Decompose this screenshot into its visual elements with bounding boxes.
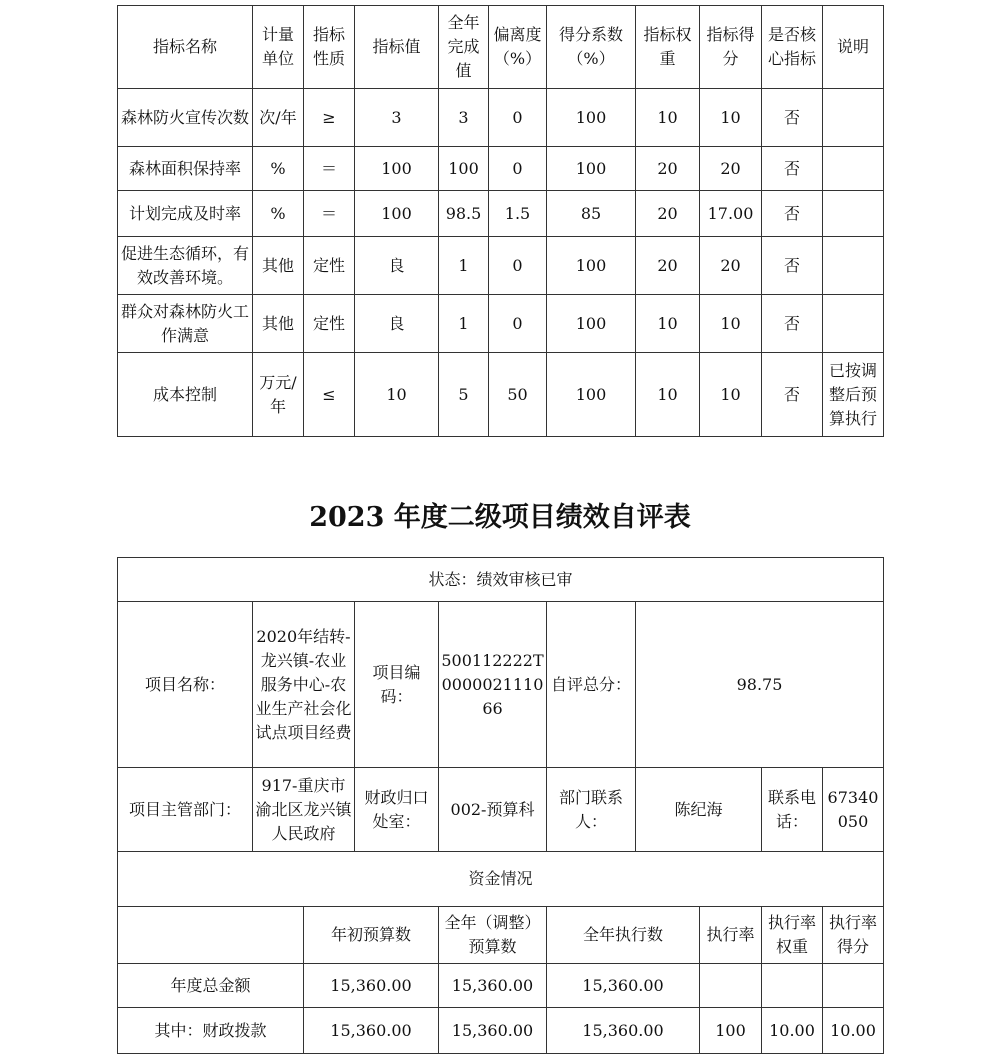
table-cell: 20 [636,191,700,237]
table-cell: 15,360.00 [547,1008,700,1054]
finance-office-label: 财政归口处室： [355,768,439,852]
department-row [118,768,884,852]
table-cell: 50 [489,353,547,437]
table-cell: 计划完成及时率 [118,191,253,237]
table-cell: 良 [355,237,439,295]
table-cell: 促进生态循环，有效改善环境。 [118,237,253,295]
table-cell: 100 [355,191,439,237]
table-cell: 10 [636,295,700,353]
indicator-header-row [118,6,884,89]
self-score-label: 自评总分： [547,602,636,768]
table-cell: 否 [762,353,823,437]
table-cell: 1 [439,295,489,353]
table-cell [823,964,884,1008]
table-cell: 10 [355,353,439,437]
table-cell [762,964,823,1008]
header-cell: 指标得分 [700,6,762,89]
header-cell: 偏离度（%） [489,6,547,89]
table-cell: 森林面积保持率 [118,147,253,191]
table-cell: 15,360.00 [304,1008,439,1054]
status-text: 状态：绩效审核已审 [118,558,884,602]
header-cell: 指标性质 [304,6,355,89]
project-name-label: 项目名称： [118,602,253,768]
table-row [118,295,884,353]
table-cell: 年度总金额 [118,964,304,1008]
table-cell: 10 [636,89,700,147]
table-cell: 否 [762,89,823,147]
table-row [118,964,884,1008]
table-cell: 0 [489,89,547,147]
table-cell: % [253,191,304,237]
evaluation-table [117,557,884,1054]
table-row [118,237,884,295]
table-cell: ＝ [304,147,355,191]
table-row [118,353,884,437]
table-cell: 0 [489,147,547,191]
table-row [118,191,884,237]
table-cell: 良 [355,295,439,353]
table-cell: 10 [700,89,762,147]
table-cell [823,147,884,191]
header-cell: 指标权重 [636,6,700,89]
table-cell [823,295,884,353]
table-cell: 100 [547,237,636,295]
table-cell: 10 [700,353,762,437]
table-cell: 10 [700,295,762,353]
table-cell: 成本控制 [118,353,253,437]
table-row [118,1008,884,1054]
table-cell: 已按调整后预算执行 [823,353,884,437]
finance-office-value: 002-预算科 [439,768,547,852]
table-cell: 群众对森林防火工作满意 [118,295,253,353]
dept-value: 917-重庆市渝北区龙兴镇人民政府 [253,768,355,852]
table-cell: 其他 [253,237,304,295]
funds-column-header: 全年执行数 [547,907,700,964]
table-cell: 否 [762,147,823,191]
indicator-table [117,5,884,437]
table-cell: 10.00 [823,1008,884,1054]
table-cell: ＝ [304,191,355,237]
table-cell: 20 [636,147,700,191]
table-cell: 100 [547,147,636,191]
table-cell: 100 [547,89,636,147]
table-cell: 15,360.00 [439,1008,547,1054]
table-row [118,89,884,147]
table-cell: 万元/年 [253,353,304,437]
table-cell: 100 [547,295,636,353]
header-cell: 是否核心指标 [762,6,823,89]
table-cell: 1.5 [489,191,547,237]
project-code-label: 项目编码： [355,602,439,768]
funds-column-header [118,907,304,964]
table-cell: 3 [355,89,439,147]
funds-column-header: 执行率得分 [823,907,884,964]
header-cell: 得分系数（%） [547,6,636,89]
table-cell: 20 [700,237,762,295]
phone-value: 67340050 [823,768,884,852]
funds-columns-row [118,907,884,964]
table-cell: 17.00 [700,191,762,237]
self-score-value: 98.75 [636,602,884,768]
phone-label: 联系电话： [762,768,823,852]
table-cell: 15,360.00 [304,964,439,1008]
header-cell: 说明 [823,6,884,89]
funds-column-header: 执行率权重 [762,907,823,964]
table-cell: 20 [700,147,762,191]
table-cell: 10.00 [762,1008,823,1054]
header-cell: 指标名称 [118,6,253,89]
status-row [118,558,884,602]
funds-column-header: 年初预算数 [304,907,439,964]
table-cell: 定性 [304,295,355,353]
table-row [118,147,884,191]
table-cell [823,191,884,237]
project-code-value: 500112222T000002111066 [439,602,547,768]
table-cell: 5 [439,353,489,437]
table-cell: 否 [762,191,823,237]
header-cell: 指标值 [355,6,439,89]
table-cell [700,964,762,1008]
table-cell: 85 [547,191,636,237]
table-cell: ≥ [304,89,355,147]
table-cell [823,237,884,295]
table-cell: % [253,147,304,191]
table-cell: 3 [439,89,489,147]
table-cell: 定性 [304,237,355,295]
funds-column-header: 执行率 [700,907,762,964]
table-cell: 100 [355,147,439,191]
table-cell: ≤ [304,353,355,437]
table-cell: 20 [636,237,700,295]
table-cell: 次/年 [253,89,304,147]
page-title: 2023 年度二级项目绩效自评表 [309,502,691,533]
project-row [118,602,884,768]
table-cell: 98.5 [439,191,489,237]
funds-column-header: 全年（调整）预算数 [439,907,547,964]
table-cell: 其中：财政拨款 [118,1008,304,1054]
contact-value: 陈纪海 [636,768,762,852]
funds-header: 资金情况 [118,852,884,907]
table-cell: 15,360.00 [439,964,547,1008]
header-cell: 全年完成值 [439,6,489,89]
table-cell: 其他 [253,295,304,353]
table-cell: 否 [762,295,823,353]
project-name-value: 2020年结转-龙兴镇-农业服务中心-农业生产社会化试点项目经费 [253,602,355,768]
table-cell: 0 [489,237,547,295]
table-cell: 15,360.00 [547,964,700,1008]
table-cell: 100 [439,147,489,191]
dept-label: 项目主管部门： [118,768,253,852]
table-cell: 1 [439,237,489,295]
header-cell: 计量单位 [253,6,304,89]
table-cell: 森林防火宣传次数 [118,89,253,147]
table-cell: 否 [762,237,823,295]
table-cell: 100 [547,353,636,437]
table-cell: 0 [489,295,547,353]
contact-label: 部门联系人： [547,768,636,852]
table-cell: 100 [700,1008,762,1054]
table-cell: 10 [636,353,700,437]
funds-header-row [118,852,884,907]
table-cell [823,89,884,147]
